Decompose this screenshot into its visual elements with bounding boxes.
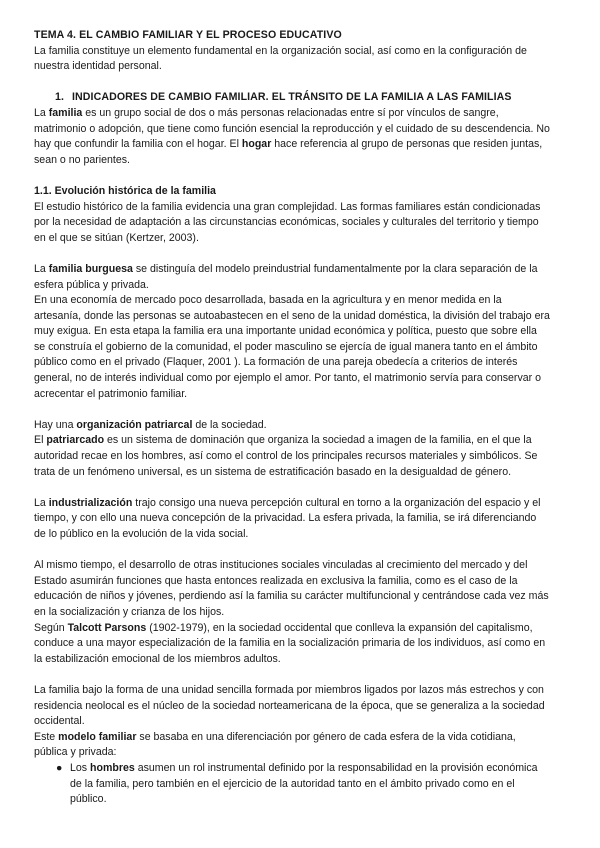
term-organizacion-patriarcal: organización patriarcal [76,418,193,431]
section-1-1-heading: 1.1. Evolución histórica de la familia [34,184,216,197]
term-hogar: hogar [241,138,272,151]
list-item: ● Los hombres asumen un rol instrumental definido por la responsabilidad en la provisión económica de la familia, pero también en el ejercicio de la autoridad tanto en el ámbito privado como en el público. [56,761,538,806]
section-1-title: INDICADORES DE CAMBIO FAMILIAR. EL TRÁNSITO DE LA FAMILIA A LAS FAMILIAS [72,91,512,104]
term-hombres: hombres [90,761,135,774]
bullet-icon: ● [56,761,63,774]
industrialization-paragraph: La industrialización trajo consigo una nueva percepción cultural en torno a la organización del espacio y el tiempo, y con ello una nueva concepción de la privacidad. La esfera privada, la familia, se irá diferenciando de lo público en la evolución de la vida social. [34,496,541,540]
gender-roles-list [34,761,550,808]
family-definition-paragraph: La familia es un grupo social de dos o más personas relacionadas entre sí por vínculos de sangre, matrimonio o adopción, que tiene como función esencial la reproducción y el cuidado de su descendencia. No hay que confundir la familia con el hogar. El hogar hace referencia al grupo de personas que residen juntas, sean o no parientes. [34,106,550,166]
term-talcott-parsons: Talcott Parsons [67,621,147,634]
historical-study-paragraph: El estudio histórico de la familia evidencia una gran complejidad. Las formas familiares están condicionadas por la necesidad de adaptación a las circunstancias económicas, sociales y culturales del territorio y tiempo en el que se sitúan (Kertzer, 2003). [34,200,541,244]
term-familia-burguesa: familia burguesa [48,262,133,275]
family-model-paragraph: Este modelo familiar se basaba en una diferenciación por género de cada esfera de la vida cotidiana, pública y privada: [34,730,516,759]
patriarchal-organization-paragraph: Hay una organización patriarcal de la sociedad. [34,418,267,431]
nuclear-family-paragraph: La familia bajo la forma de una unidad sencilla formada por miembros ligados por lazos más estrechos y con residencia neolocal es el núcleo de la sociedad norteamericana de la época, que se generaliza a la sociedad occidental. [34,683,545,728]
section-1-heading [34,90,550,106]
bourgeois-family-paragraph: La familia burguesa se distinguía del modelo preindustrial fundamentalmente por la clara separación de la esfera pública y privada. [34,262,538,291]
patriarchy-paragraph: El patriarcado es un sistema de dominación que organiza la sociedad a imagen de la familia, en el que la autoridad recae en los hombres, así como el control de los principales recursos materiales y simbólicos. Se trata de un fenómeno universal, es un sistema de estratificación basado en la desigualdad de género. [34,434,538,478]
term-patriarcado: patriarcado [46,434,105,447]
intro-paragraph: La familia constituye un elemento fundamental en la organización social, así como en la configuración de nuestra identidad personal. [34,44,527,73]
market-economy-paragraph: En una economía de mercado poco desarrollada, basada en la agricultura y en menor medida en la artesanía, donde las personas se autoabastecen en el seno de la unidad doméstica, la división del trabajo era muy exigua. En esta etapa la familia era una importante unidad económica y política, puesto que sobre ella se construía el gobierno de la comunidad, el poder masculino se ejercía de igual manera tanto en el ámbito público como en el privado (Flaquer, 2001 ). La formación de una pareja obedecía a criterios de interés general, no de interés individual como por ejemplo el amor. Por tanto, el matrimonio servía para conservar o acrecentar el patrimonio familiar. [34,294,550,400]
term-familia: familia [48,106,83,119]
document-title: TEMA 4. EL CAMBIO FAMILIAR Y EL PROCESO EDUCATIVO [34,29,342,41]
social-institutions-paragraph: Al mismo tiempo, el desarrollo de otras instituciones sociales vinculadas al crecimiento del mercado y del Estado asumirán funciones que hasta entonces realizada en exclusiva la familia, como es el caso de la educación de niños y jóvenes, perdiendo así la familia su carácter multifuncional y centrándose cada vez más en la socialización y crianza de los hijos. [34,559,549,618]
section-1-number: 1. [55,91,65,104]
term-industrializacion: industrialización [48,496,133,509]
term-modelo-familiar: modelo familiar [58,730,137,743]
parsons-paragraph: Según Talcott Parsons (1902-1979), en la sociedad occidental que conlleva la expansión del capitalismo, conduce a una mayor especialización de la familia en la socialización primaria de los individuos, así como en la estabilización emocional de los miembros adultos. [34,621,546,665]
